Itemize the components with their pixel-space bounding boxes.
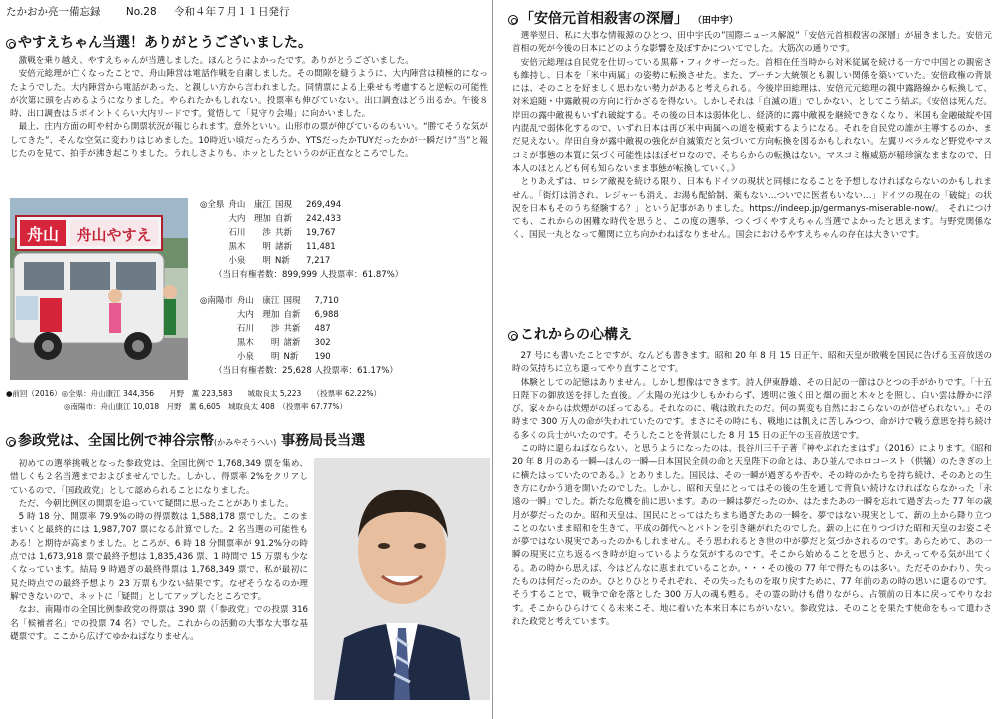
section-title-election xyxy=(6,32,312,52)
candidate-name: 大内 理加 xyxy=(236,310,280,320)
sign-name-2: 舟山やすえ xyxy=(76,226,152,244)
author-name: （田中宇） xyxy=(692,16,738,26)
table-row xyxy=(200,322,343,336)
candidate-name: 黒木 明 xyxy=(228,242,271,252)
paragraph: ただ、今朝比例区の開票を追っていて疑問に思ったことがありました。 xyxy=(18,498,294,509)
results-prefecture xyxy=(200,198,403,282)
ruby-reading: (かみやそうへい) xyxy=(214,438,277,447)
paragraph: なお、南陽市の全国比例参政党の得票は 390 票（「参政党」での投票 316 名「候補者名」での投票 74 名）でした。これからの活動の大事な大事な基礎票です。ここから広げてゆかねばなりません。 xyxy=(10,605,308,642)
paragraph: 体験としての記憶はありません。しかし想像はできます。詩人伊東静雄、その日記の一節はひとつの手がかりです。「十五日陛下の御放送を拝した直後。／太陽の光は少しもかわらず、透明に強く田と畑の面と木々とを照し、白い雲は静かに浮び、家々からは炊煙がのぼってゐる。それなのに、戦は敗れたのだ。何の異変も自然におこらないのが信ぜられない。」その時まで 300 万人の命が失われていたのです。まさにその時にも、戦地には飢えに苦しみつつ、命がけで戦う意思を持ち続ける多くの兵士がいたのです。そうしたことを背景にした 8 月 15 日の正午の玉音放送です。 xyxy=(512,377,992,441)
candidate-name: 黒木 明 xyxy=(236,338,280,348)
article-mindset xyxy=(512,350,992,712)
double-circle-icon xyxy=(6,39,16,49)
paragraph: 27 号にも書いたことですが、なんども書きます。昭和 20 年 8 月 15 日正午、昭和天皇が敗戦を国民に告げる玉音放送の時の気持ちに立ち還ってやり直すことです。 xyxy=(512,351,992,375)
candidate-party: N新 xyxy=(283,352,299,362)
sign-name-1: 舟山 xyxy=(26,225,60,244)
paragraph: 最上、庄内方面の町や村から開票状況が報じられます。意外といい。山形市の票が伸びているのもいい。“勝てそうな気がしてきた”、そんな空気に変わりはじめました。10時近い頃だったろうか、YTSだったかTUYだったかが一瞬だけ”当”と報じたのを見て、拍手が沸き起こりました。うれしさよりも、ホッとしたというのが正直なところでした。 xyxy=(10,122,488,160)
candidate-party: 国現 xyxy=(283,296,301,306)
candidate-portrait-photo xyxy=(314,458,490,700)
paragraph: 選挙翌日、私に大事な情報源のひとつ、田中宇氏の”国際ニュース解説”「安倍元首相殺害の深層」が届きました。安倍元首相の死が今後の日本にどのような影響を及ぼすかについてでした。大筋次の通りです。 xyxy=(512,31,992,55)
candidate-votes: 11,481 xyxy=(305,242,336,252)
paragraph: 安倍元総理が亡くなったことで、舟山陣営は電話作戦を自粛しました。その間隙を縫うように、大内陣営は積極的になったようでした。大内陣営から電話があった、と親しい方から言われました。同情票による上乗せも考慮すると逆転の可能性が次第に頭を占めるようになりました。やられたかもしれない。投票率も伸びていない。出口調査はどう出るか。午後８時、出口調査は５ポイントくらい大内リードです。覚悟して「見守り会場」に向かいました。 xyxy=(10,69,488,120)
masthead-number: No.28 xyxy=(125,6,157,18)
candidate-name: 小泉 明 xyxy=(228,256,271,266)
previous-results-note-2: ◎南陽市：舟山康江 10,018 月野 薫 6,605 城取良太 408 （投票率 67.77%） xyxy=(64,402,347,411)
results-label: ◎全県 xyxy=(200,200,225,210)
candidate-votes: 190 xyxy=(314,352,331,362)
section-title-text: これからの心構え xyxy=(520,327,632,343)
previous-results-note-1: ●前回（2016）◎全県：舟山康江 344,356 月野 薫 223,583 城取良太 5,223 （投票率 62.22%） xyxy=(6,389,382,398)
section-title-text: 「安倍元首相殺害の深層」 xyxy=(520,11,688,27)
table-row xyxy=(200,198,345,212)
candidate-name: 石川 渉 xyxy=(236,324,280,334)
table-row xyxy=(200,240,345,254)
table-row xyxy=(200,254,345,268)
article-election xyxy=(10,55,488,195)
paragraph: この時に還らねばならない、と思うようになったのは、長谷川三千子著『神やぶれたまはず』（2016）によります。《昭和 20 年 8 月のある一瞬―ほんの一瞬―日本国民全員の命と天皇陛下の命とは、あひ並んでホロコースト（供犠）のたきぎの上に横たはっていたのである。》とありました。国民は、その一瞬が過ぎるや否や、その時のかたちを持ち続け、そのあとの生き方にむかう道を開いたのでした。しかし、昭和天皇にとってはその後の生を通して背負い続けなければならなかった「永遠の一瞬」でした。新たな危機を前に思います。あの一瞬は夢だったのか、はたまたあの一瞬を忘れて過ぎ去った 77 年の歳月が夢だったのか。昭和天皇は、国民にとってはたちまち過ぎたあの一瞬を、夢ではない現実として、薪の上から降り立つことのないまま昭和を生きて、平成の御代へとバトンを引き継がれたのでした。薪の上に在りつづけた昭和天皇のお姿こそが夢ではない現実であったのかもしれません。そう思われるとき世の中が夢だと気づかされるのです。あらためて、あの一瞬の現実に立ち返るべき時が迫っているような気がするのです。そこから始めることを思うと、かえってやる気が出てくる。あの時から思えば、今はどんなに恵まれていることか。・・・その後の 77 年で得たものは多い。ただそのかわり、失ったものは何だったのか。ひとりひとりそれぞれ、その失ったものを取り戻すために、77 年前のあの時の思いに還るのです。そうすることで、戦争で命を落とした 300 万人の魂も甦る。その霊の助けも借りながら、占領前の日本に戻ってやりなおす。そこからひらけてくる未来こそ、地に着いた本来日本にちがいない。参政党は、そのことを果たす使命をもって遣わされた政党と考えています。 xyxy=(512,444,992,627)
campaign-car-illustration xyxy=(10,198,188,380)
left-column xyxy=(0,0,493,719)
double-circle-icon xyxy=(6,437,16,447)
campaign-car-photo xyxy=(10,198,188,380)
section-title-text: 参政党は、全国比例で神谷宗幣 xyxy=(18,433,214,449)
portrait-illustration xyxy=(314,458,490,700)
section-title-sanseito xyxy=(6,430,365,450)
candidate-party: 共新 xyxy=(283,324,301,334)
section-title-text: やすえちゃん当選！ありがとうございました。 xyxy=(18,35,312,51)
article-sanseito xyxy=(10,458,308,706)
candidate-votes: 487 xyxy=(314,324,331,334)
double-circle-icon xyxy=(508,331,518,341)
candidate-party: 自新 xyxy=(283,310,301,320)
candidate-party: 国現 xyxy=(274,200,292,210)
table-row xyxy=(200,226,345,240)
table-row xyxy=(200,308,343,322)
candidate-name: 小泉 明 xyxy=(236,352,280,362)
candidate-votes: 6,988 xyxy=(314,310,339,320)
candidate-name: 舟山 康江 xyxy=(228,200,271,210)
table-row xyxy=(200,294,343,308)
candidate-name: 舟山 康江 xyxy=(236,296,280,306)
candidate-votes: 302 xyxy=(314,338,331,348)
candidate-votes: 19,767 xyxy=(305,228,336,238)
results-label: ◎南陽市 xyxy=(200,296,233,306)
table-row xyxy=(200,336,343,350)
candidate-votes: 7,710 xyxy=(314,296,339,306)
candidate-party: 自新 xyxy=(274,214,292,224)
paragraph: 安倍元総理は自民党を仕切っている黒幕・フィクサーだった。首相在任当時から対米従属を続ける一方で中国との親密さも維持し、日本を「米中両属」の姿勢に転換させた。また、プーチン大統領とも親しい関係を築いていた。安倍政権の背景には、そのことを好ましく思わない勢力があると考えられる。今後岸田総理は、安倍元元総理の親中露路線から転換して、対米追随・中露敵視の方向に行かざるを得ない。しかしそれは「自滅の道」でしかない、としてこう結ぶ。《安倍は死んだ。岸田の露中敵視もいずれ破綻する。その後の日本は弱体化し、経済的に露中敵視を継続できなくなり、米国も金融破綻や国内混乱で弱体化するので、いずれ日本は再び米中両属への道を模索するようになる。それを自民党の誰が主導するのか、まだ見えない。岸田自身が露中敵視の強化が自滅策だと気づいて方向転換を図るかもしれない。左翼リベラルなど野党やマスコミが事態の本質に気づく可能性はほぼゼロなので、そちらからの転換はない。マスコミ権威筋が稲珍演なままなので、日本人のほとんども何も知らないまま事態が転換していく。》 xyxy=(512,57,992,174)
candidate-name: 大内 理加 xyxy=(228,214,271,224)
section-title-tail: 事務局長当選 xyxy=(281,433,366,449)
candidate-party: 諸新 xyxy=(274,242,292,252)
table-row xyxy=(200,350,343,364)
results-nanyo xyxy=(200,294,398,378)
table-row xyxy=(200,212,345,226)
article-abe xyxy=(512,30,992,316)
masthead-date: 令和４年７月１１日発行 xyxy=(173,6,290,18)
paragraph: 激戦を乗り越え、やすえちゃんが当選しました。ほんとうによかったです。ありがとうございました。 xyxy=(18,56,414,66)
candidate-votes: 7,217 xyxy=(305,256,331,266)
candidate-party: N新 xyxy=(274,256,290,266)
candidate-party: 諸新 xyxy=(283,338,301,348)
candidate-votes: 269,494 xyxy=(305,200,342,210)
candidate-party: 共新 xyxy=(274,228,292,238)
double-circle-icon xyxy=(508,15,518,25)
candidate-votes: 242,433 xyxy=(305,214,342,224)
results-summary: （当日有権者数：25,628 人投票率：61.17%） xyxy=(214,366,398,376)
results-summary: （当日有権者数：899,999 人投票率：61.87%） xyxy=(214,270,404,280)
right-column xyxy=(500,0,1000,719)
section-title-abe xyxy=(508,8,738,28)
paragraph: 初めての選挙挑戦となった参政党は、全国比例で 1,768,349 票を集め、惜しくも２名当選までおよびませんでした。しかし、得票率 2%をクリアしているので、「国政政党」として認められることになりました。 xyxy=(10,459,308,496)
section-title-mindset xyxy=(508,324,632,344)
masthead-series: たかおか亮一備忘録 xyxy=(6,6,101,18)
masthead xyxy=(6,4,490,22)
candidate-name: 石川 渉 xyxy=(228,228,271,238)
paragraph: とりあえずは、ロシア敵視を続ける限り、日本もドイツの現状と同様になることを予想しなければならないのかもしれません。「街灯は消され、レジャーも消え、お湯も配給制、薬もない…ついでに医者もいない…」ドイツの現在の「破綻」の状況を日本もそのうち経験する？」という記事がありました。https://indeep.jp/germanys-miserable-now/。 それにつけても、これからの困難な時代を思うと、この度の選挙、つくづくやすえちゃん当選でよかったと思えます。与野党関係なく、国民一丸となって難関に立ち向かわねばなりません。国会におけるやすえちゃんの存在は大きいです。 xyxy=(512,177,992,241)
paragraph: 5 時 18 分、開票率 79.9%の時の得票数は 1,588,178 票でした。このままいくと最終的には 1,987,707 票になる計算でした。2 名当選の可能性もある！と期待が高まりました。ところが、6 時 18 分開票率が 91.2%分の時点では 1,673,918 票で最終予想は 1,835,436 票、1 時間で 15 万票も少なくなっています。結局 9 時過ぎの最終得票は 1,768,349 票で、私が最初に見た時点での最終予想より 23 万票も少ない結果です。なぜそうなるのか理解できないので、ネットに「疑問」としてアップしたところです。 xyxy=(10,512,308,602)
